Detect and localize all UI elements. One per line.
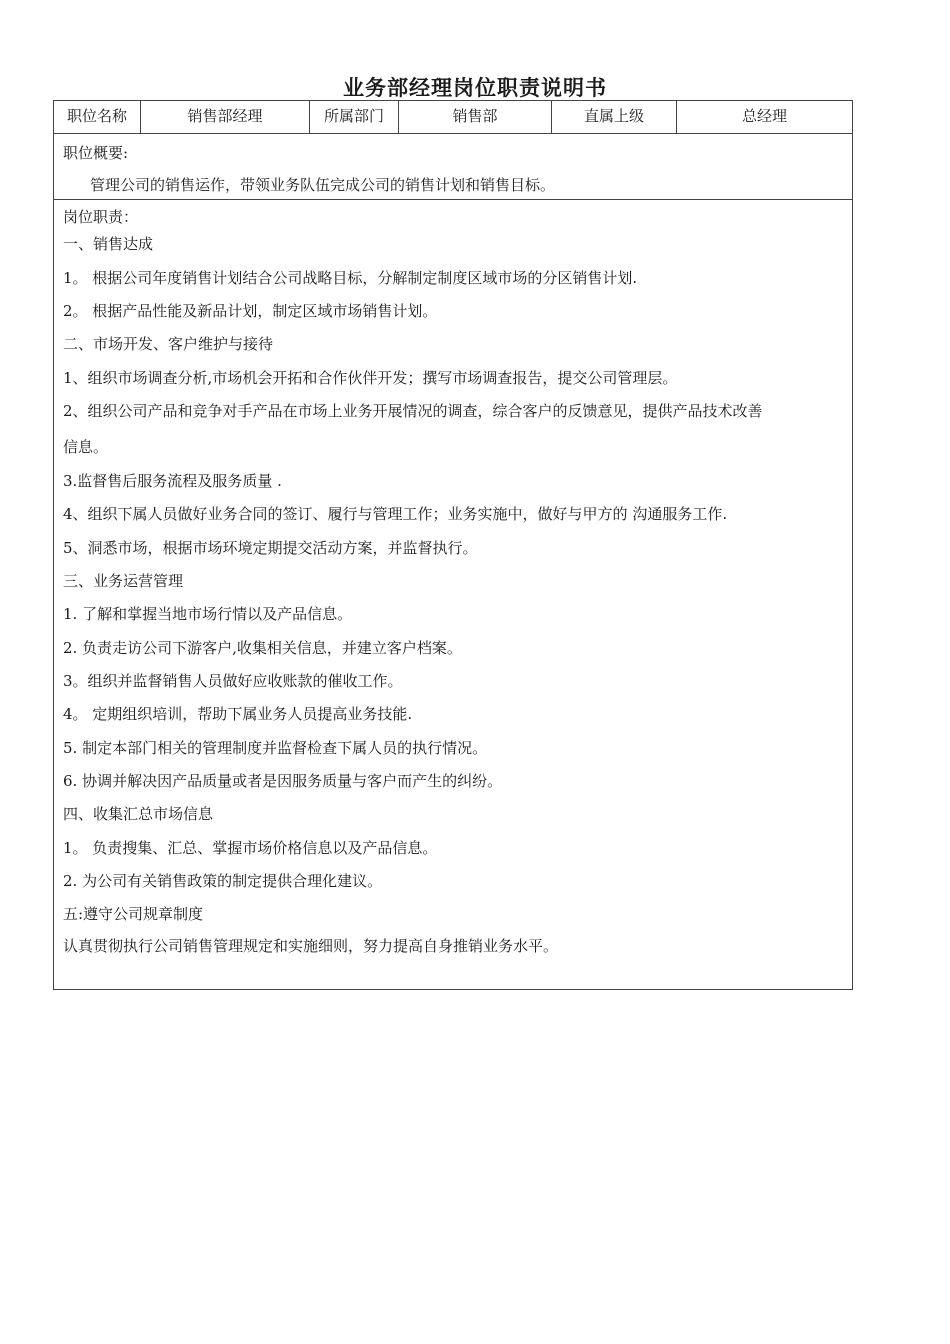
duty-line: 认真贯彻执行公司销售管理规定和实施细则，努力提高自身推销业务水平。: [63, 937, 559, 955]
duty-line: 1、组织市场调查分析,市场机会开拓和合作伙伴开发；撰写市场调查报告，提交公司管理层。: [63, 369, 678, 387]
superior-label: 直属上级: [552, 101, 677, 134]
summary-label: 职位概要:: [63, 144, 129, 162]
duty-line: 5、洞悉市场，根据市场环境定期提交活动方案，并监督执行。: [63, 539, 478, 557]
duty-line: 1。 负责搜集、汇总、掌握市场价格信息以及产品信息。: [63, 839, 438, 857]
duty-line: 1。 根据公司年度销售计划结合公司战略目标，分解制定制度区域市场的分区销售计划.: [63, 269, 638, 287]
duty-line: 2、组织公司产品和竞争对手产品在市场上业务开展情况的调查，综合客户的反馈意见，提供产品技术改善: [63, 402, 763, 420]
duty-line: 3.监督售后服务流程及服务质量 .: [63, 472, 282, 490]
duty-line: 信息。: [63, 438, 109, 456]
duty-line: 5. 制定本部门相关的管理制度并监督检查下属人员的执行情况。: [63, 739, 488, 757]
duty-line: 二、市场开发、客户维护与接待: [63, 335, 274, 353]
duty-line: 6. 协调并解决因产品质量或者是因服务质量与客户而产生的纠纷。: [63, 772, 503, 790]
duty-line: 2. 为公司有关销售政策的制定提供合理化建议。: [63, 872, 383, 890]
duty-line: 五:遵守公司规章制度: [63, 905, 204, 923]
duty-line: 三、业务运营管理: [63, 572, 184, 590]
superior-value: 总经理: [741, 107, 787, 125]
duty-line: 一、销售达成: [63, 235, 154, 253]
department-value: 销售部: [399, 101, 552, 134]
duty-line: 4、组织下属人员做好业务合同的签订、履行与管理工作；业务实施中，做好与甲方的 沟通服务工作.: [63, 505, 728, 523]
header-row: [54, 101, 852, 134]
duty-line: 2. 负责走访公司下游客户,收集相关信息，并建立客户档案。: [63, 639, 462, 657]
duty-line: 1. 了解和掌握当地市场行情以及产品信息。: [63, 605, 353, 623]
position-value: 销售部经理: [141, 101, 310, 134]
duty-line: 四、收集汇总市场信息: [63, 805, 214, 823]
duty-line: 4。 定期组织培训，帮助下属业务人员提高业务技能.: [63, 705, 413, 723]
job-description-form: [53, 100, 853, 990]
duty-line: 3。组织并监督销售人员做好应收账款的催收工作。: [63, 672, 403, 690]
position-summary: [54, 134, 852, 200]
position-label: 职位名称: [54, 101, 141, 134]
duties-label: 岗位职责：: [63, 208, 139, 226]
duty-line: 2。 根据产品性能及新品计划，制定区域市场销售计划。: [63, 302, 438, 320]
department-label: 所属部门: [310, 101, 399, 134]
summary-text: 管理公司的销售运作，带领业务队伍完成公司的销售计划和销售目标。: [90, 176, 556, 194]
document-title: 业务部经理岗位职责说明书: [343, 76, 607, 100]
